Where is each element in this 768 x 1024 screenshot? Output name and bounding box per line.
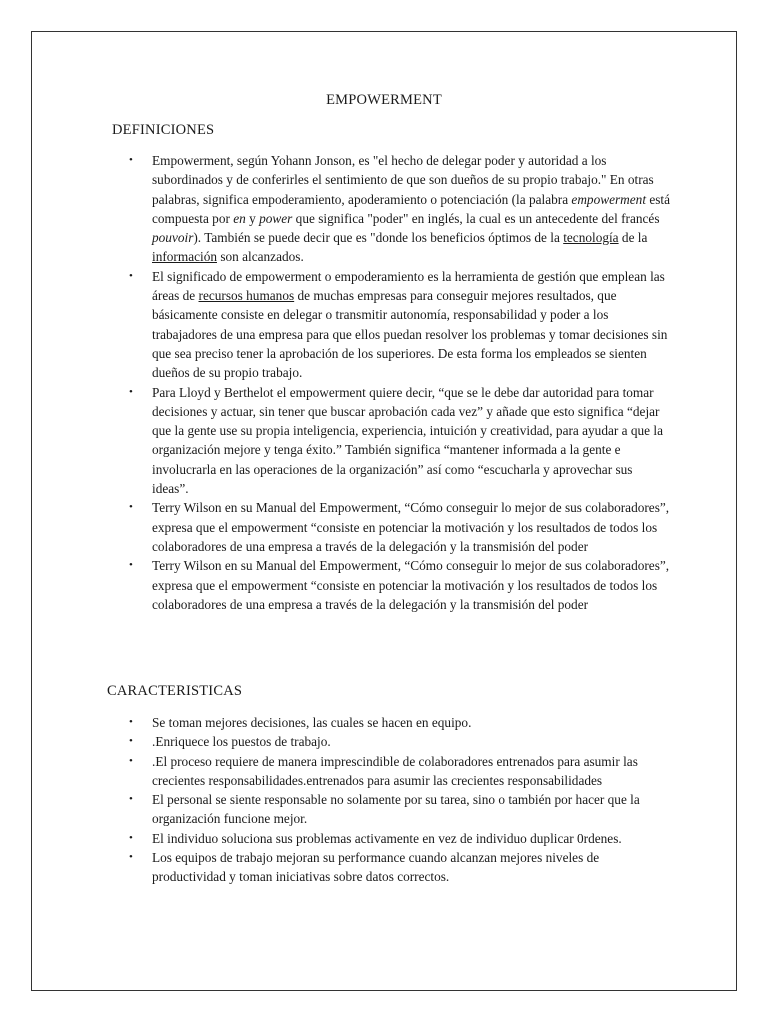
list-item: • Terry Wilson en su Manual del Empowerment, “Cómo conseguir lo mejor de sus colaboradores”, expresa que el empowerment “consiste en potenciar la motivación y los resultados de todos los colaboradores de una empresa a través de la delegación y la transmisión del poder <box>129 558 670 612</box>
heading-definiciones: DEFINICIONES <box>112 122 215 138</box>
bullet-icon: • <box>129 851 133 864</box>
document-title: EMPOWERMENT <box>326 92 442 108</box>
link-recursos-humanos[interactable]: recursos humanos <box>198 288 295 304</box>
list-item: • El individuo soluciona sus problemas activamente en vez de individuo duplicar 0rdenes. <box>152 829 652 848</box>
list-item: • Se toman mejores decisiones, las cuales se hacen en equipo. <box>152 713 652 732</box>
bullet-icon: • <box>129 559 133 572</box>
list-item: • Los equipos de trabajo mejoran su performance cuando alcanzan mejores niveles de productividad y toman iniciativas sobre datos correctos. <box>129 850 600 885</box>
link-informacion[interactable]: información <box>152 249 217 265</box>
document-page <box>31 31 737 991</box>
bullet-icon: • <box>129 716 133 728</box>
bullet-icon: • <box>129 501 133 514</box>
bullet-icon: • <box>129 269 133 282</box>
list-item: • El significado de empowerment o empoderamiento es la herramienta de gestión que emplean las áreas de recursos humanos de muchas empresas para conseguir mejores resultados, que básicamente consiste en delegar o transmitir autonomía, responsabilidad y poder a los trabajadores de una empresa para que ellos puedan resolver los problemas y tomar decisiones sin que sea preciso tener la aprobación de los superiores. De esta forma los empleados se sienten dueños de su propio trabajo. <box>129 268 668 381</box>
bullet-icon: • <box>129 793 133 806</box>
bullet-icon: • <box>129 754 133 767</box>
list-item: • Empowerment, según Yohann Jonson, es "el hecho de delegar poder y autoridad a los subordinados y de conferirles el sentimiento de que son dueños de su propio trabajo." En otras palabras, significa empoderamiento, apoderamiento o potenciación (la palabra empowerment está compuesta por en y power que significa "poder" en inglés, la cual es un antecedente del francés pouvoir). También se puede decir que es "donde los beneficios óptimos de la tecnología de la información son alcanzados. <box>129 153 671 265</box>
definiciones-list <box>129 151 672 614</box>
list-item: • Terry Wilson en su Manual del Empowerment, “Cómo conseguir lo mejor de sus colaboradores”, expresa que el empowerment “consiste en potenciar la motivación y los resultados de todos los colaboradores de una empresa a través de la delegación y la transmisión del poder <box>129 500 670 554</box>
list-item: • El personal se siente responsable no solamente por su tarea, sino o también por hacer que la organización funcione mejor. <box>129 792 640 827</box>
list-item: • Para Lloyd y Berthelot el empowerment quiere decir, “que se le debe dar autoridad para tomar decisiones y actuar, sin tener que buscar aprobación cada vez” y añade que esto significa “dejar que la gente use su propia inteligencia, experiencia, intuición y creatividad, para ayudar a que la organización mejore y tenga éxito.” También significa “mantener informada a la gente e involucrarla en las operaciones de la organización” así como “escucharla y aprovechar sus ideas”. <box>129 384 663 497</box>
list-item: • .El proceso requiere de manera imprescindible de colaboradores entrenados para asumir las crecientes responsabilidades.entrenados para asumir las crecientes responsabilidades <box>129 753 638 788</box>
heading-caracteristicas: CARACTERISTICAS <box>107 683 243 699</box>
link-tecnologia[interactable]: tecnología <box>563 230 619 246</box>
bullet-icon: • <box>129 154 133 166</box>
caracteristicas-list <box>129 713 652 887</box>
list-item: • .Enriquece los puestos de trabajo. <box>152 732 652 751</box>
bullet-icon: • <box>129 385 133 398</box>
bullet-icon: • <box>129 735 133 748</box>
bullet-icon: • <box>129 831 133 844</box>
